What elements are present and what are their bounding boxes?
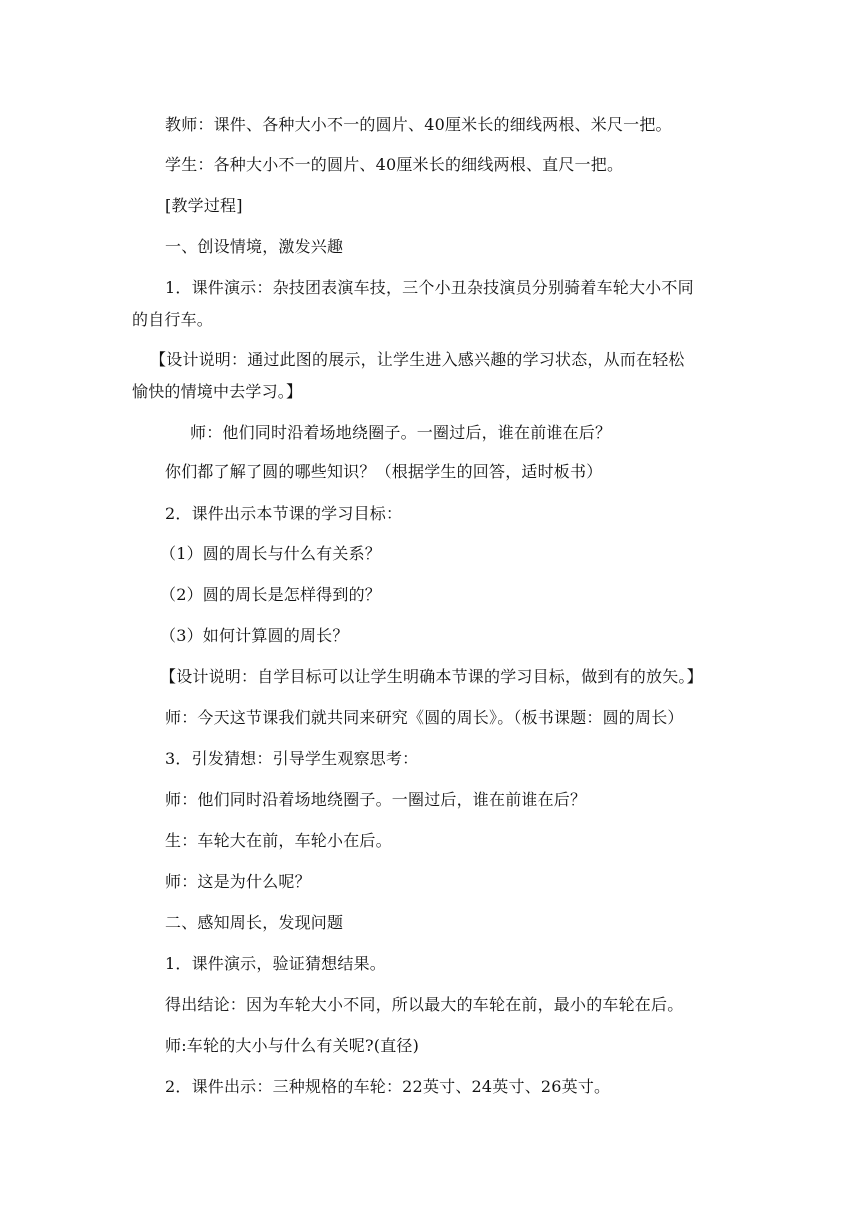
paragraph-teacher-topic: 师：今天这节课我们就共同来研究《圆的周长》。（板书课题：圆的周长）	[165, 708, 684, 727]
paragraph-teacher-question-1: 师：他们同时沿着场地绕圈子。一圈过后，谁在前谁在后？	[190, 423, 612, 442]
section-heading-teaching-process: [教学过程]	[165, 196, 243, 215]
paragraph-teacher-question-2: 师：他们同时沿着场地绕圈子。一圈过后，谁在前谁在后？	[165, 790, 587, 809]
paragraph-step-3: 3．引发猜想：引导学生观察思考：	[165, 749, 419, 768]
paragraph-step-2-2: 2．课件出示：三种规格的车轮：22英寸、24英寸、26英寸。	[165, 1077, 611, 1096]
paragraph-teacher-why: 师：这是为什么呢？	[165, 872, 311, 891]
goal-item-3: （3）如何计算圆的周长？	[160, 626, 349, 645]
paragraph-teacher-diameter: 师:车轮的大小与什么有关呢?(直径)	[165, 1036, 420, 1055]
design-note-2: 【设计说明：自学目标可以让学生明确本节课的学习目标，做到有的放矢。】	[160, 667, 703, 686]
goal-item-2: （2）圆的周长是怎样得到的？	[160, 585, 381, 604]
section-heading-2: 二、感知周长，发现问题	[165, 913, 344, 932]
design-note-1-line-2: 愉快的情境中去学习。】	[132, 382, 303, 401]
paragraph-step-2: 2．课件出示本节课的学习目标：	[165, 504, 403, 523]
goal-item-1: （1）圆的周长与什么有关系？	[160, 544, 381, 563]
paragraph-knowledge-question: 你们都了解了圆的哪些知识？（根据学生的回答，适时板书）	[165, 462, 603, 481]
paragraph-student-materials: 学生：各种大小不一的圆片、40厘米长的细线两根、直尺一把。	[165, 155, 624, 174]
paragraph-teacher-materials: 教师：课件、各种大小不一的圆片、40厘米长的细线两根、米尺一把。	[165, 115, 672, 134]
section-heading-1: 一、创设情境，激发兴趣	[165, 237, 344, 256]
paragraph-student-answer: 生：车轮大在前，车轮小在后。	[165, 831, 392, 850]
paragraph-conclusion: 得出结论：因为车轮大小不同，所以最大的车轮在前，最小的车轮在后。	[165, 995, 684, 1014]
design-note-1-line-1: 【设计说明：通过此图的展示，让学生进入感兴趣的学习状态，从而在轻松	[150, 350, 685, 369]
paragraph-step-2-1: 1．课件演示，验证猜想结果。	[165, 954, 386, 973]
paragraph-step-1-line-2: 的自行车。	[132, 310, 214, 329]
paragraph-step-1-line-1: 1．课件演示：杂技团表演车技，三个小丑杂技演员分别骑着车轮大小不同	[165, 278, 694, 297]
